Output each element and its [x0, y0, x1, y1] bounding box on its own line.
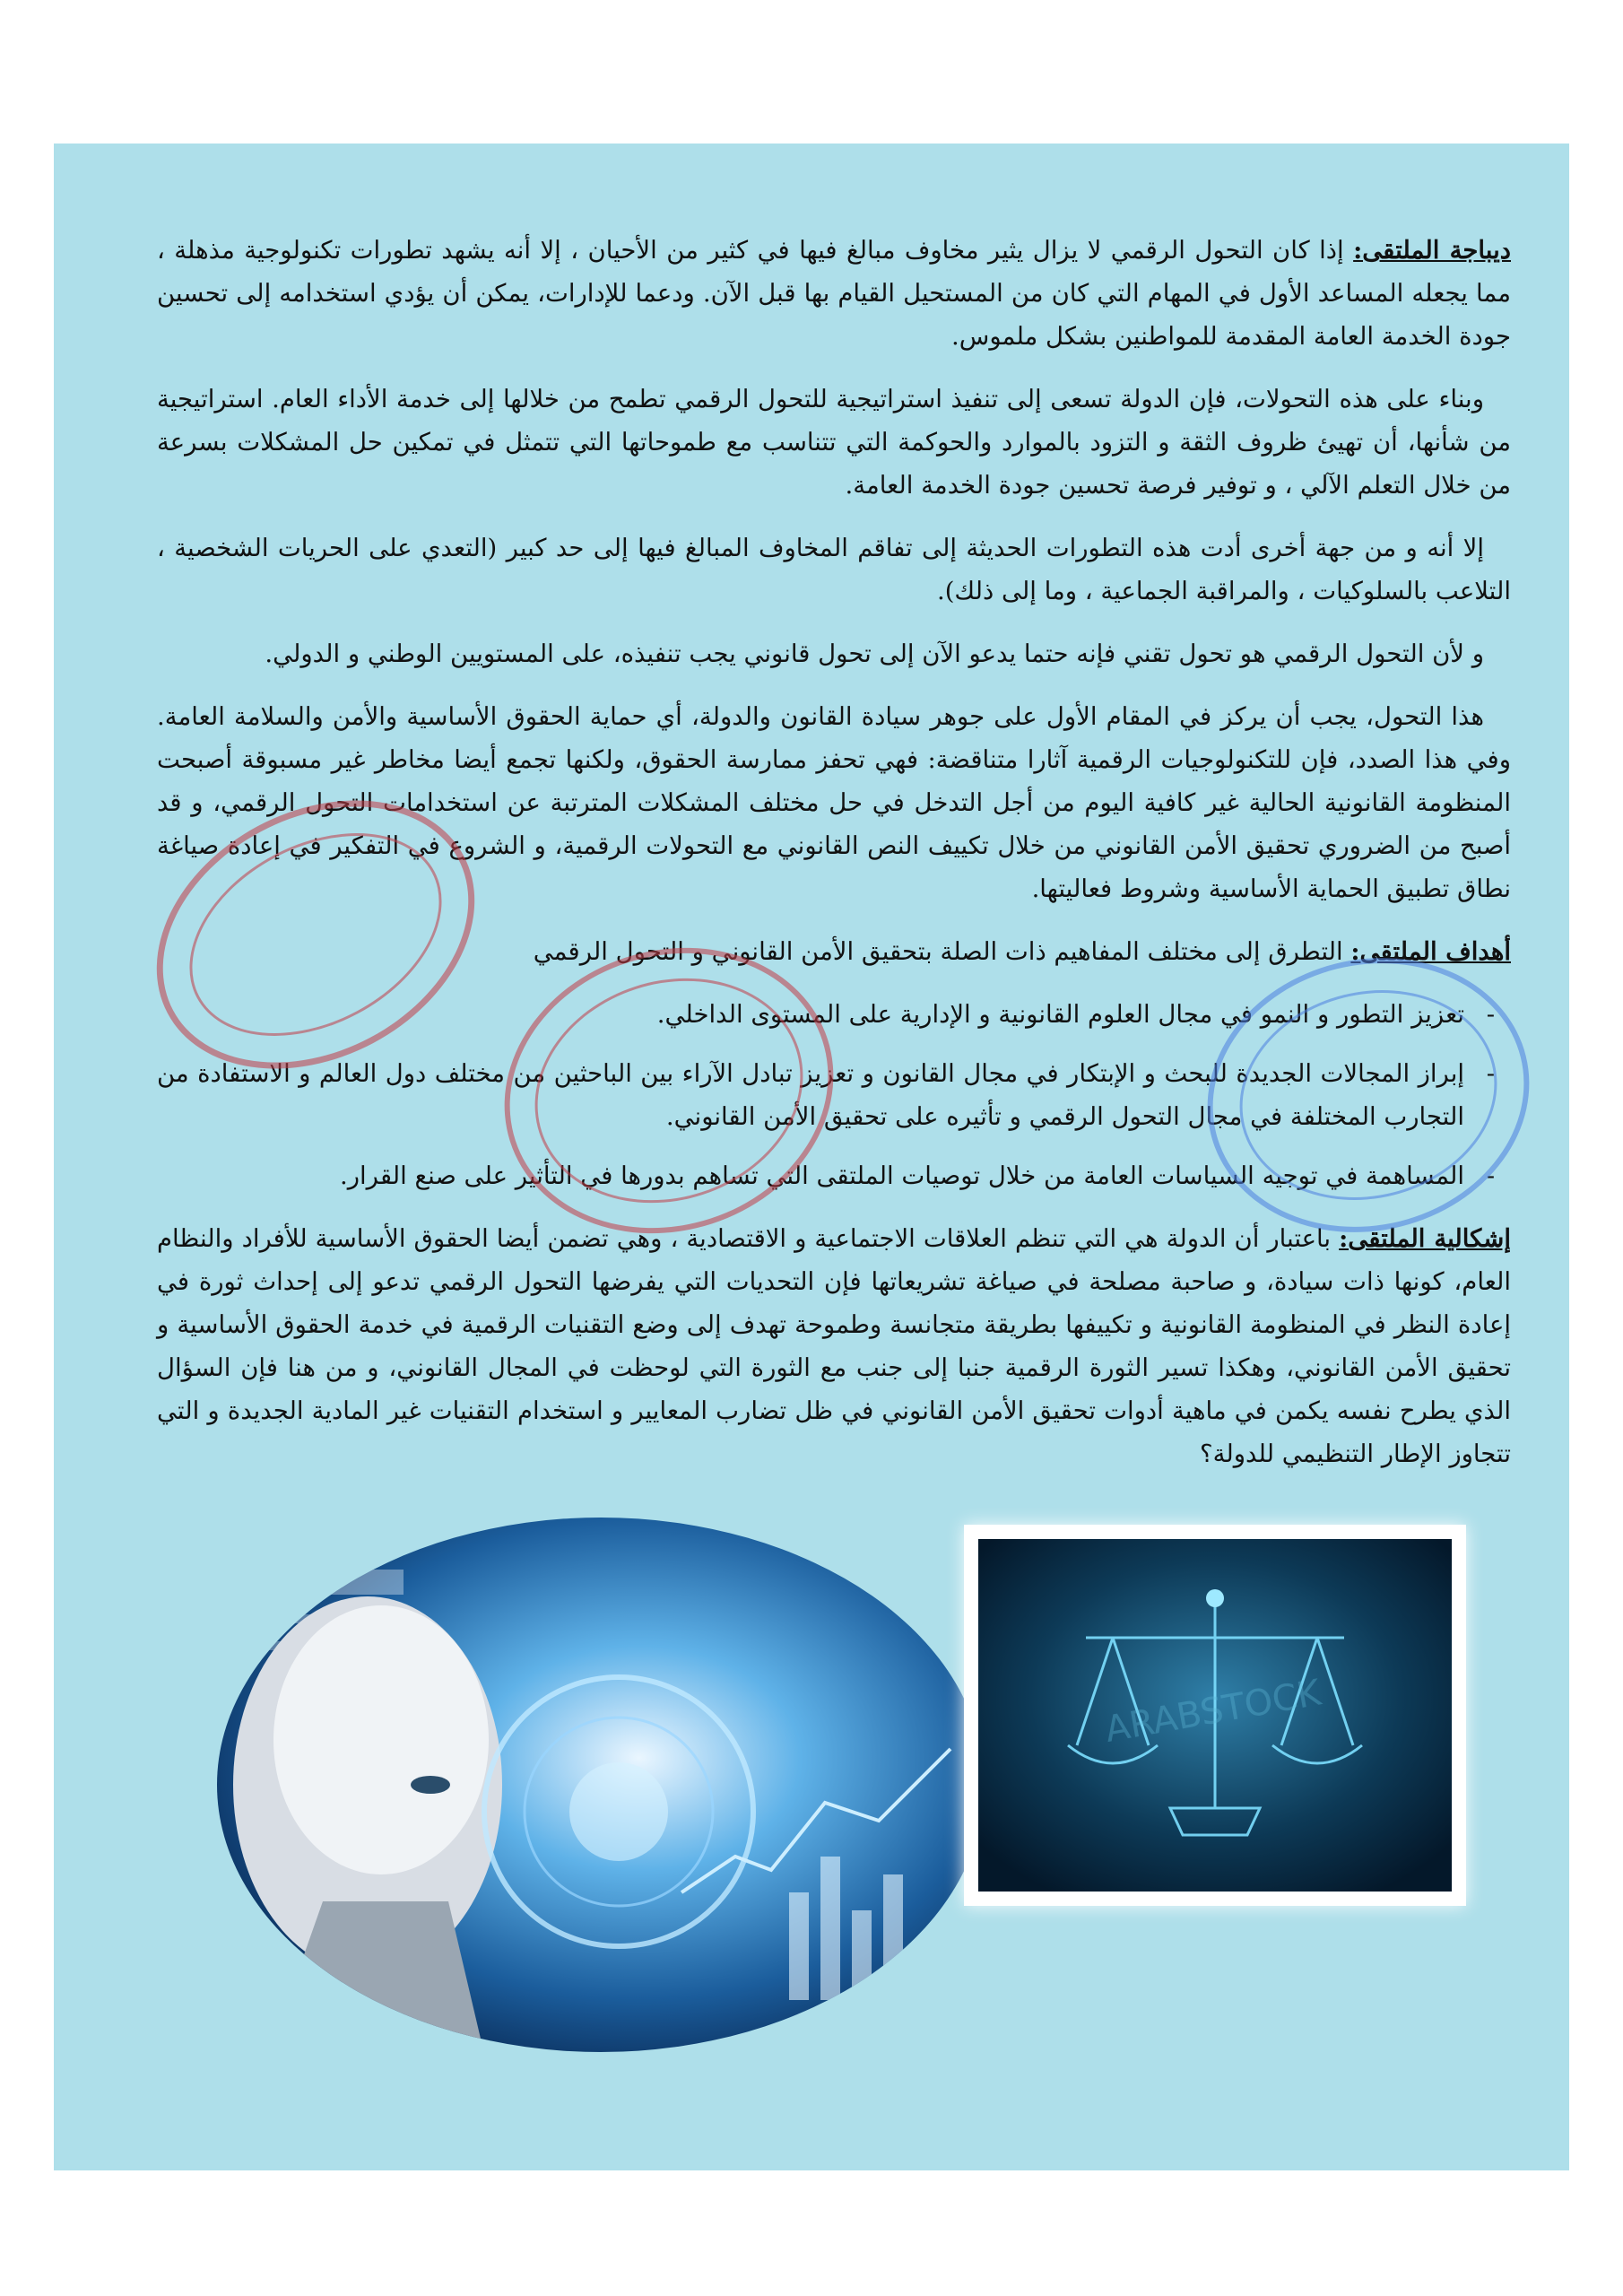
preamble-text: إذا كان التحول الرقمي لا يزال يثير مخاوف مبالغ فيها في كثير من الأحيان ، إلا أنه يشهد تطورات تكنولوجية مذهلة ، مما يجعله المساعد الأول في المهام التي كان من المستحيل القيام بها قبل الآن. ودعما للإدارات، يمكن أن يؤدي استخدامه إلى تحسين جودة الخدمة العامة المقدمة للمواطنين بشكل ملموس. [157, 236, 1511, 351]
problem-text: باعتبار أن الدولة هي التي تنظم العلاقات الاجتماعية و الاقتصادية ، وهي تضمن أيضا الحقوق الأساسية للأفراد والنظام العام، كونها ذات سيادة، و صاحبة مصلحة في صياغة تشريعاتها فإن التحديات التي يفرضها التحول الرقمي تدعو إلى إحداث ثورة في إعادة النظر في المنظومة القانونية و تكييفها بطريقة متجانسة وطموحة تهدف إلى وضع التقنيات الرقمية في خدمة الحقوق الأساسية و تحقيق الأمن القانوني، وهكذا تسير الثورة الرقمية جنبا إلى جنب مع الثورة التي لوحظت في المجال القانوني، و من هنا فإن السؤال الذي يطرح نفسه يكمن في ماهية أدوات تحقيق الأمن القانوني في ظل تضارب المعايير و استخدام التقنيات غير المادية الجديدة و التي تتجاوز الإطار التنظيمي للدولة؟ [157, 1224, 1511, 1468]
legal-shift-paragraph: و لأن التحول الرقمي هو تحول تقني فإنه حتما يدعو الآن إلى تحول قانوني يجب تنفيذه، على المستويين الوطني و الدولي. [265, 639, 1484, 668]
concerns-paragraph: إلا أنه و من جهة أخرى أدت هذه التطورات الحديثة إلى تفاقم المخاوف المبالغ فيها إلى حد كبير (التعدي على الحريات الشخصية ، التلاعب بالسلوكيات ، والمراقبة الجماعية ، وما إلى ذلك). [157, 534, 1511, 605]
problem-paragraph [157, 1217, 1511, 1475]
rule-of-law-paragraph: هذا التحول، يجب أن يركز في المقام الأول على جوهر سيادة القانون والدولة، أي حماية الحقوق الأساسية والأمن والسلامة العامة. وفي هذا الصدد، فإن للتكنولوجيات الرقمية آثارا متناقضة: فهي تحفز ممارسة الحقوق، ولكنها تجمع أيضا مخاطر غير مسبوقة أصبحت المنظومة القانونية الحالية غير كافية اليوم من أجل التدخل في حل مختلف المشكلات المترتبة عن استخدامات التحول الرقمي، و قد أصبح من الضروري تحقيق الأمن القانوني من خلال تكييف النص القانوني مع التحولات الرقمية، و الشروع في التفكير في إعادة صياغة نطاق تطبيق الحماية الأساسية وشروط فعاليتها. [157, 702, 1511, 903]
preamble-paragraph [157, 229, 1511, 358]
problem-heading: إشكالية الملتقى: [1339, 1224, 1511, 1253]
goals-intro-text: التطرق إلى مختلف المفاهيم ذات الصلة بتحقيق الأمن القانوني و التحول الرقمي [533, 937, 1351, 966]
preamble-heading: ديباجة الملتقى: [1353, 236, 1511, 265]
goal-item: - إبراز المجالات الجديدة للبحث و الإبتكار في مجال القانون و تعزيز تبادل الآراء بين الباحثين من مختلف دول العالم و الاستفادة من التجارب المختلفة في مجال التحول الرقمي و تأثيره على تحقيق الأمن القانوني. [157, 1052, 1464, 1138]
strategy-paragraph: وبناء على هذه التحولات، فإن الدولة تسعى إلى تنفيذ استراتيجية للتحول الرقمي تطمح من خلالها إلى خدمة الأداء العام. استراتيجية من شأنها، أن تهيئ ظروف الثقة و التزود بالموارد والحوكمة التي تتناسب مع طموحاتها التي تتمثل في تمكين حل المشكلات بسرعة من خلال التعلم الآلي ، و توفير فرصة تحسين جودة الخدمة العامة. [157, 385, 1511, 500]
goals-heading: أهداف الملتقى: [1350, 937, 1511, 966]
justice-watermark: ARABSTOCK [1102, 1672, 1324, 1751]
justice-scale-image [964, 1525, 1466, 1906]
goal-item: - تعزيز التطور و النمو في مجال العلوم القانونية و الإدارية على المستوى الداخلي. [157, 993, 1464, 1036]
ai-robot-image [215, 1516, 986, 2054]
goal-item: - المساهمة في توجيه السياسات العامة من خلال توصيات الملتقى التي تساهم بدورها في التأثير على صنع القرار. [157, 1154, 1464, 1197]
